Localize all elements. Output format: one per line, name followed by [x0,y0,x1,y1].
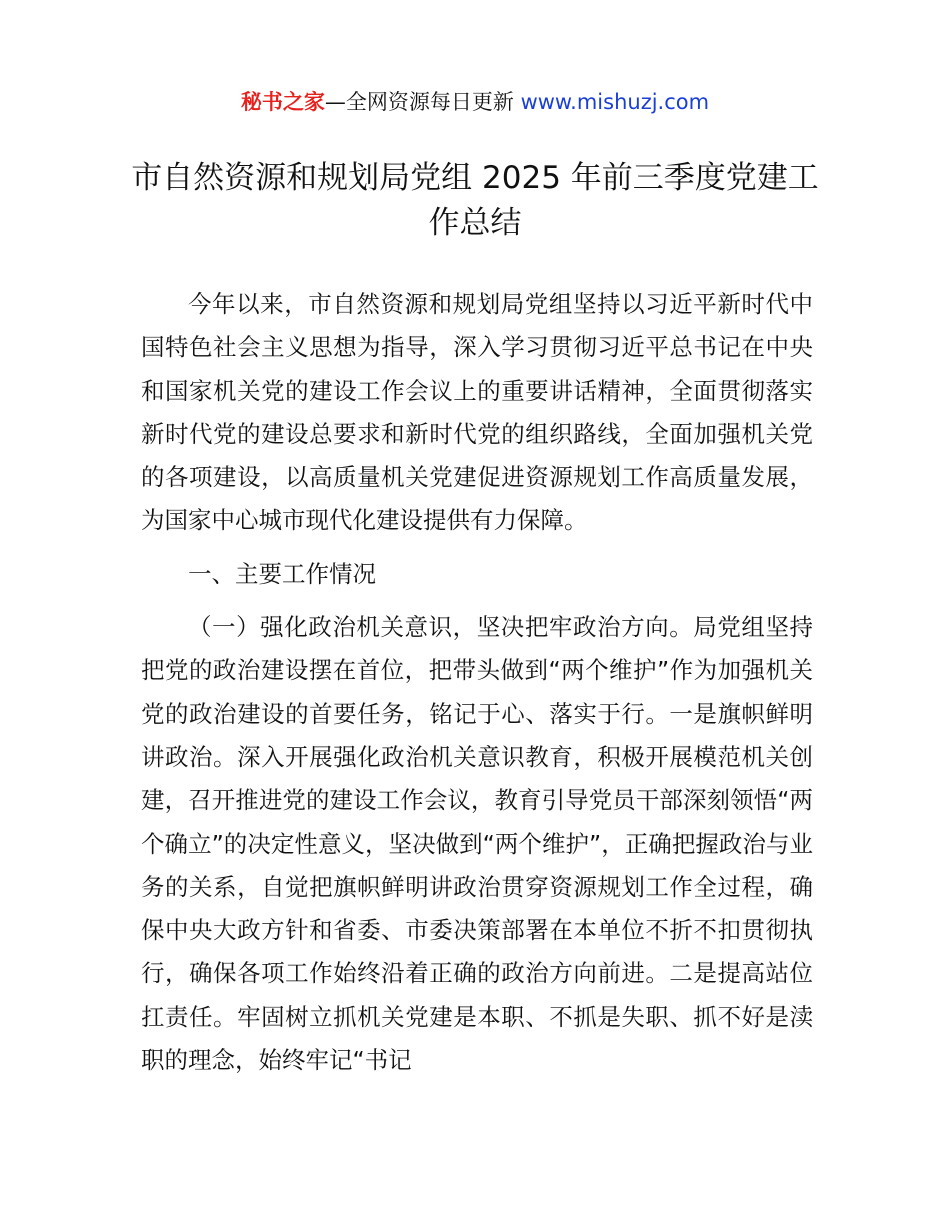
header-tagline: —全网资源每日更新 [324,90,521,114]
document-body [141,283,813,1082]
document-title: 市自然资源和规划局党组 2025 年前三季度党建工作总结 [131,160,819,241]
intro-paragraph: 今年以来，市自然资源和规划局党组坚持以习近平新时代中国特色社会主义思想为指导，深入学习贯彻习近平总书记在中央和国家机关党的建设工作会议上的重要讲话精神，全面贯彻落实新时代党的建设总要求和新时代党的组织路线，全面加强机关党的各项建设，以高质量机关党建促进资源规划工作高质量发展，为国家中心城市现代化建设提供有力保障。 [141,290,813,535]
section-heading: 一、主要工作情况 [188,559,376,588]
brand-name: 秘书之家 [240,90,325,114]
site-header [0,86,950,118]
site-link[interactable]: www.mishuzj.com [520,90,710,114]
body-paragraph: （一）强化政治机关意识，坚决把牢政治方向。局党组坚持把党的政治建设摆在首位，把带头做到“两个维护”作为加强机关党的政治建设的首要任务，铭记于心、落实于行。一是旗帜鲜明讲政治。深入开展强化政治机关意识教育，积极开展模范机关创建，召开推进党的建设工作会议，教育引导党员干部深刻领悟“两个确立”的决定性意义，坚决做到“两个维护”，正确把握政治与业务的关系，自觉把旗帜鲜明讲政治贯穿资源规划工作全过程，确保中央大政方针和省委、市委决策部署在本单位不折不扣贯彻执行，确保各项工作始终沿着正确的政治方向前进。二是提高站位扛责任。牢固树立抓机关党建是本职、不抓是失职、抓不好是渎职的理念，始终牢记“书记 [141,613,813,1075]
